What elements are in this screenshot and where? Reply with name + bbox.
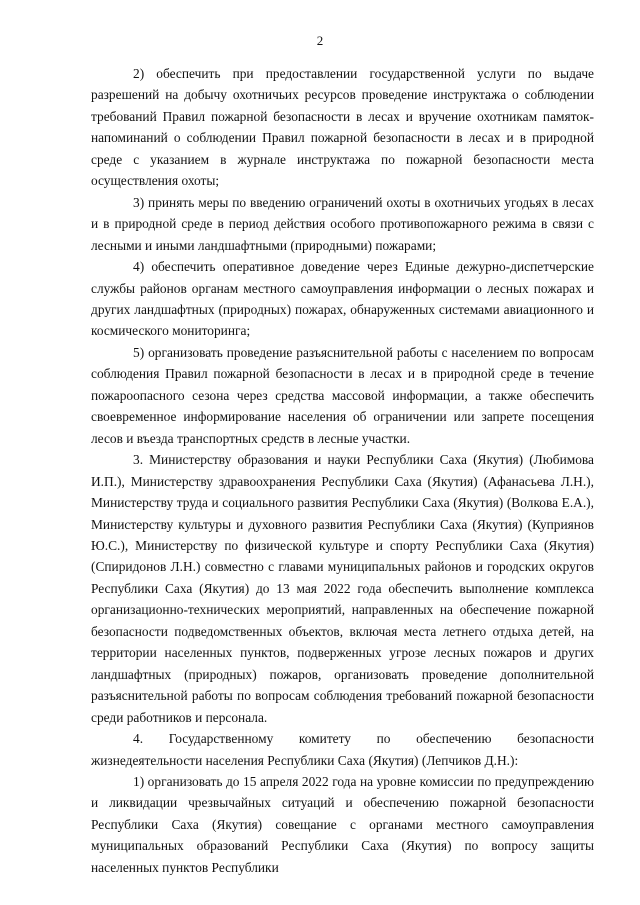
paragraph-section-3-ministries: 3. Министерству образования и науки Республики Саха (Якутия) (Любимова И.П.), Министерству здравоохранения Республики Саха (Якутия) (Афанасьева Л.Н.), Министерству труда и социального развития Республики Саха (Якутия) (Волкова Е.А.), Министерству культуры и духовного развития Республики Саха (Якутия) (Куприянов Ю.С.), Министерству по физической культуре и спорту Республики Саха (Якутия) (Спиридонов Л.Н.) совместно с главами муниципальных районов и городских округов Республики Саха (Якутия) до 13 мая 2022 года обеспечить выполнение комплекса организационно-технических мероприятий, направленных на обеспечение пожарной безопасности подведомственных объектов, включая места летнего отдыха детей, на территории населенных пунктов, подверженных угрозе лесных пожаров и других ландшафтных (природных) пожаров, организовать проведение дополнительной разъяснительной работы по вопросам соблюдения требований пожарной безопасности среди работников и персонала. bbox=[91, 452, 594, 725]
paragraph-item-4-dispatch-notification: 4) обеспечить оперативное доведение через Единые дежурно-диспетчерские службы районов органам местного самоуправления информации о лесных пожарах и других ландшафтных (природных) пожарах, обнаруженных системами авиационного и космического мониторинга; bbox=[91, 259, 594, 339]
paragraph-item-1-commission-meeting: 1) организовать до 15 апреля 2022 года на уровне комиссии по предупреждению и ликвидации чрезвычайных ситуаций и обеспечению пожарной безопасности Республики Саха (Якутия) совещание с органами местного самоуправления муниципальных образований Республики Саха (Якутия) по вопросу защиты населенных пунктов Республики bbox=[91, 773, 594, 875]
paragraph-item-3-hunting-restrictions: 3) принять меры по введению ограничений охоты в охотничьих угодьях в лесах и в природной среде в период действия особого противопожарного режима в связи с лесными и иными ландшафтными (природными) пожарами; bbox=[91, 194, 594, 253]
paragraph-item-2-hunting-permits: 2) обеспечить при предоставлении государственной услуги по выдаче разрешений на добычу охотничьих ресурсов проведение инструктажа о соблюдении требований Правил пожарной безопасности в лесах и вручение охотникам памяток-напоминаний о соблюдении Правил пожарной безопасности в лесах и в природной среде с указанием в журнале инструктажа по пожарной безопасности места осуществления охоты; bbox=[91, 66, 594, 189]
paragraph-item-5-explanatory-work: 5) организовать проведение разъяснительной работы с населением по вопросам соблюдения Правил пожарной безопасности в лесах и в природной среде в течение пожароопасного сезона через средства массовой информации, а также обеспечить своевременное информирование населения об ограничении или запрете посещения лесов и въезда транспортных средств в лесные участки. bbox=[91, 344, 594, 446]
page-number: 2 bbox=[316, 33, 324, 48]
document-body bbox=[91, 63, 594, 878]
paragraph-section-4-state-committee: 4. Государственному комитету по обеспечению безопасности жизнедеятельности населения Республики Саха (Якутия) (Лепчиков Д.Н.): bbox=[91, 731, 594, 768]
